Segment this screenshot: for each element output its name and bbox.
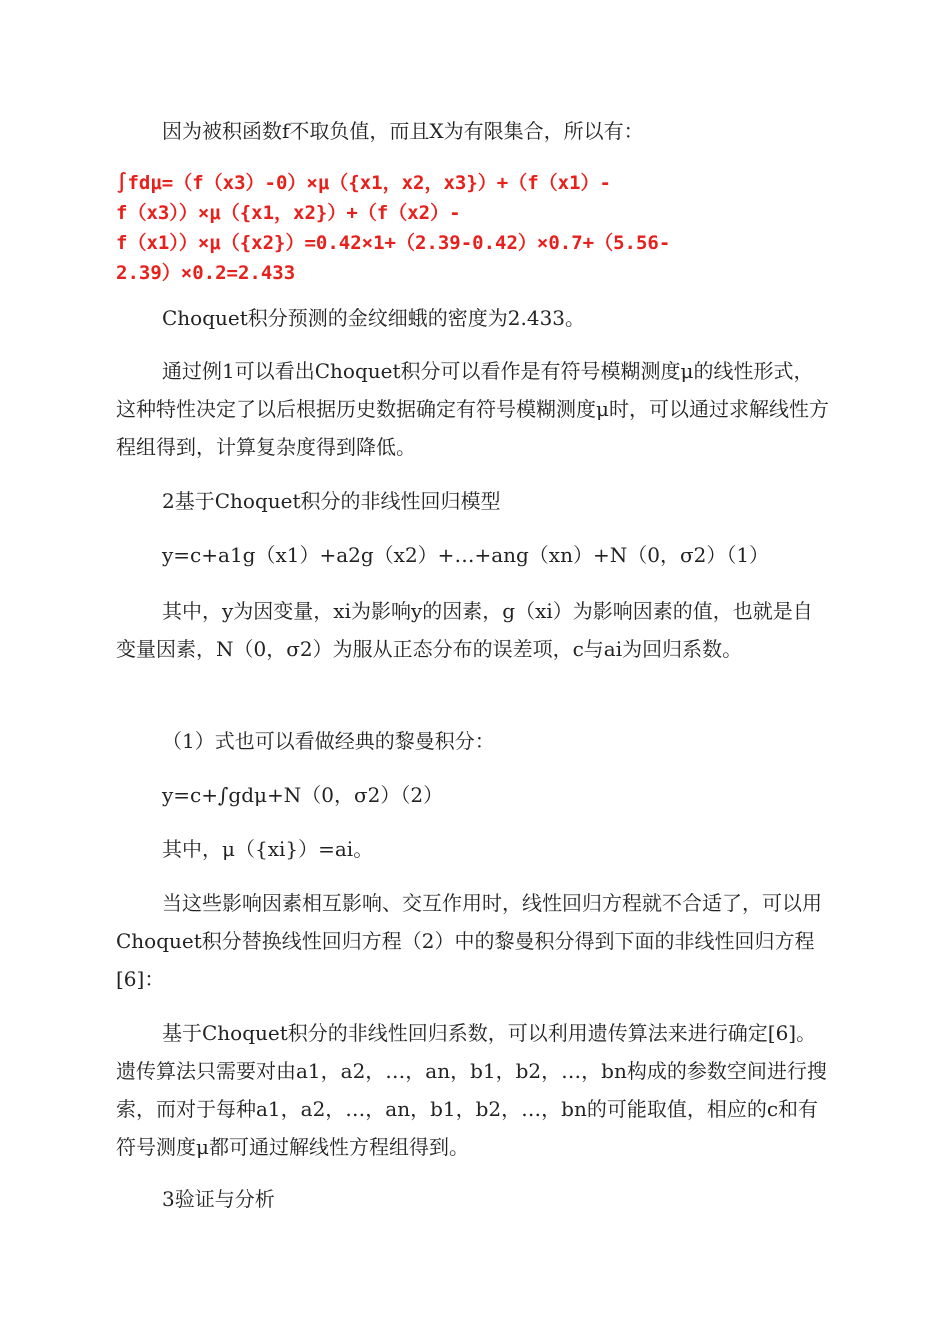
paragraph-example-discussion: 通过例1可以看出Choquet积分可以看作是有符号模糊测度μ的线性形式，这种特性决定了以后根据历史数据确定有符号模糊测度μ时，可以通过求解线性方程组得到，计算复杂度得到降低。 [116, 359, 829, 459]
formula-line-3: f（x1））×μ（{x2}）=0.42×1+（2.39-0.42）×0.7+（5.56- [116, 232, 671, 254]
paragraph-variable-definitions: 其中，y为因变量，xi为影响y的因素，g（xi）为影响因素的值，也就是自变量因素，N（0，σ2）为服从正态分布的误差项，c与ai为回归系数。 [116, 599, 813, 661]
formula-line-4: 2.39）×0.2=2.433 [116, 262, 296, 284]
formula-choquet-computation [116, 168, 806, 288]
paragraph-mu-definition: 其中，μ（{xi}）=ai。 [162, 837, 374, 861]
paragraph-prediction-result: Choquet积分预测的金纹细蛾的密度为2.433。 [162, 306, 586, 330]
equation-2: y=c+∫gdμ+N（0，σ2）（2） [162, 783, 444, 807]
section-heading-3: 3验证与分析 [162, 1187, 275, 1211]
section-heading-2: 2基于Choquet积分的非线性回归模型 [162, 489, 501, 513]
paragraph-intro: 因为被积函数f不取负值，而且X为有限集合，所以有： [162, 119, 644, 143]
formula-line-1: ∫fdμ=（f（x3）-0）×μ（{x1，x2，x3}）+（f（x1）- [116, 172, 611, 194]
paragraph-genetic-algorithm: 基于Choquet积分的非线性回归系数，可以利用遗传算法来进行确定[6]。遗传算法只需要对由a1，a2，…，an，b1，b2，…，bn构成的参数空间进行搜索，而对于每种a1，a2，…，an，b1，b2，…，bn的可能取值，相应的c和有符号测度μ都可通过解线性方程组得到。 [116, 1021, 827, 1159]
paragraph-riemann-note: （1）式也可以看做经典的黎曼积分： [162, 729, 495, 753]
paragraph-nonlinear-replacement: 当这些影响因素相互影响、交互作用时，线性回归方程就不合适了，可以用Choquet积分替换线性回归方程（2）中的黎曼积分得到下面的非线性回归方程[6]： [116, 891, 822, 991]
formula-line-2: f（x3））×μ（{x1，x2}）+（f（x2）- [116, 202, 461, 224]
equation-1: y=c+a1g（x1）+a2g（x2）+…+ang（xn）+N（0，σ2）（1） [162, 543, 770, 567]
